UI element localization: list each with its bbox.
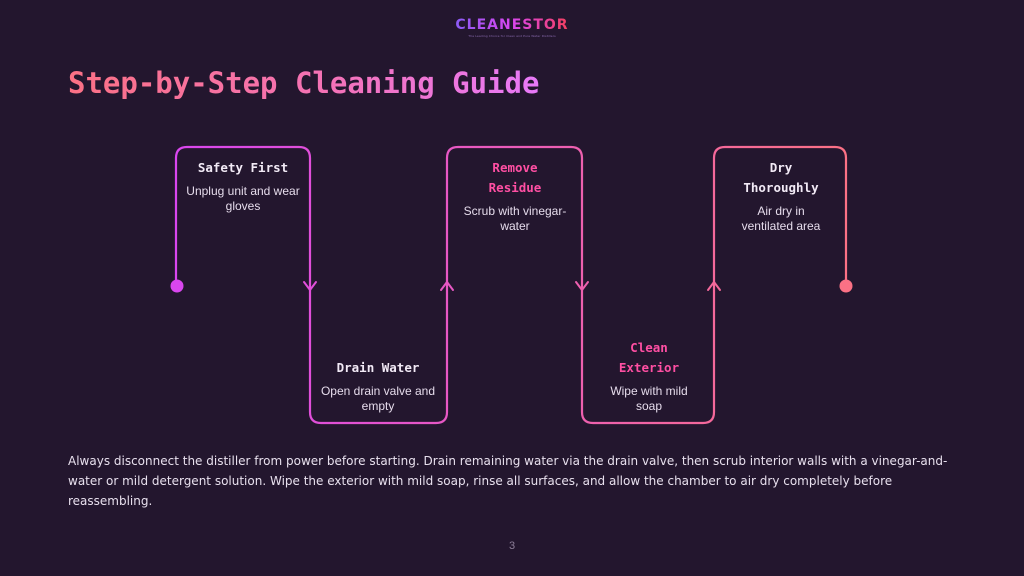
logo-wordmark: CLEANESTOR <box>455 17 569 33</box>
step-title: Remove Residue <box>488 160 542 195</box>
step-dry-thoroughly <box>716 158 846 234</box>
start-dot-icon <box>171 280 184 293</box>
end-dot-icon <box>840 280 853 293</box>
step-description: Air dry in ventilated area <box>741 204 821 233</box>
step-title: Drain Water <box>336 360 420 375</box>
page-number: 3 <box>508 540 516 552</box>
step-safety-first <box>178 158 308 214</box>
logo-tagline: The Leading Choice for Clean and Pure Water Distillers <box>468 34 556 38</box>
step-description: Wipe with mild soap <box>610 384 688 413</box>
step-title: Clean Exterior <box>618 340 680 375</box>
step-clean-exterior <box>584 338 714 414</box>
page-title: Step-by-Step Cleaning Guide <box>68 66 540 100</box>
description-paragraph: Always disconnect the distiller from power before starting. Drain remaining water via the drain valve, then scrub interior walls with a vinegar-and-water or mild detergent solution. Wipe the exterior with mild soap, rinse all surfaces, and allow the chamber to air dry completely before reassembling. <box>68 454 948 508</box>
step-title: Safety First <box>197 160 289 175</box>
step-description: Open drain valve and empty <box>320 384 436 413</box>
step-title: Dry Thoroughly <box>743 160 819 195</box>
step-remove-residue <box>450 158 580 234</box>
step-description: Unplug unit and wear gloves <box>186 184 300 213</box>
step-description: Scrub with vinegar-water <box>463 204 567 233</box>
step-drain-water <box>313 358 443 414</box>
